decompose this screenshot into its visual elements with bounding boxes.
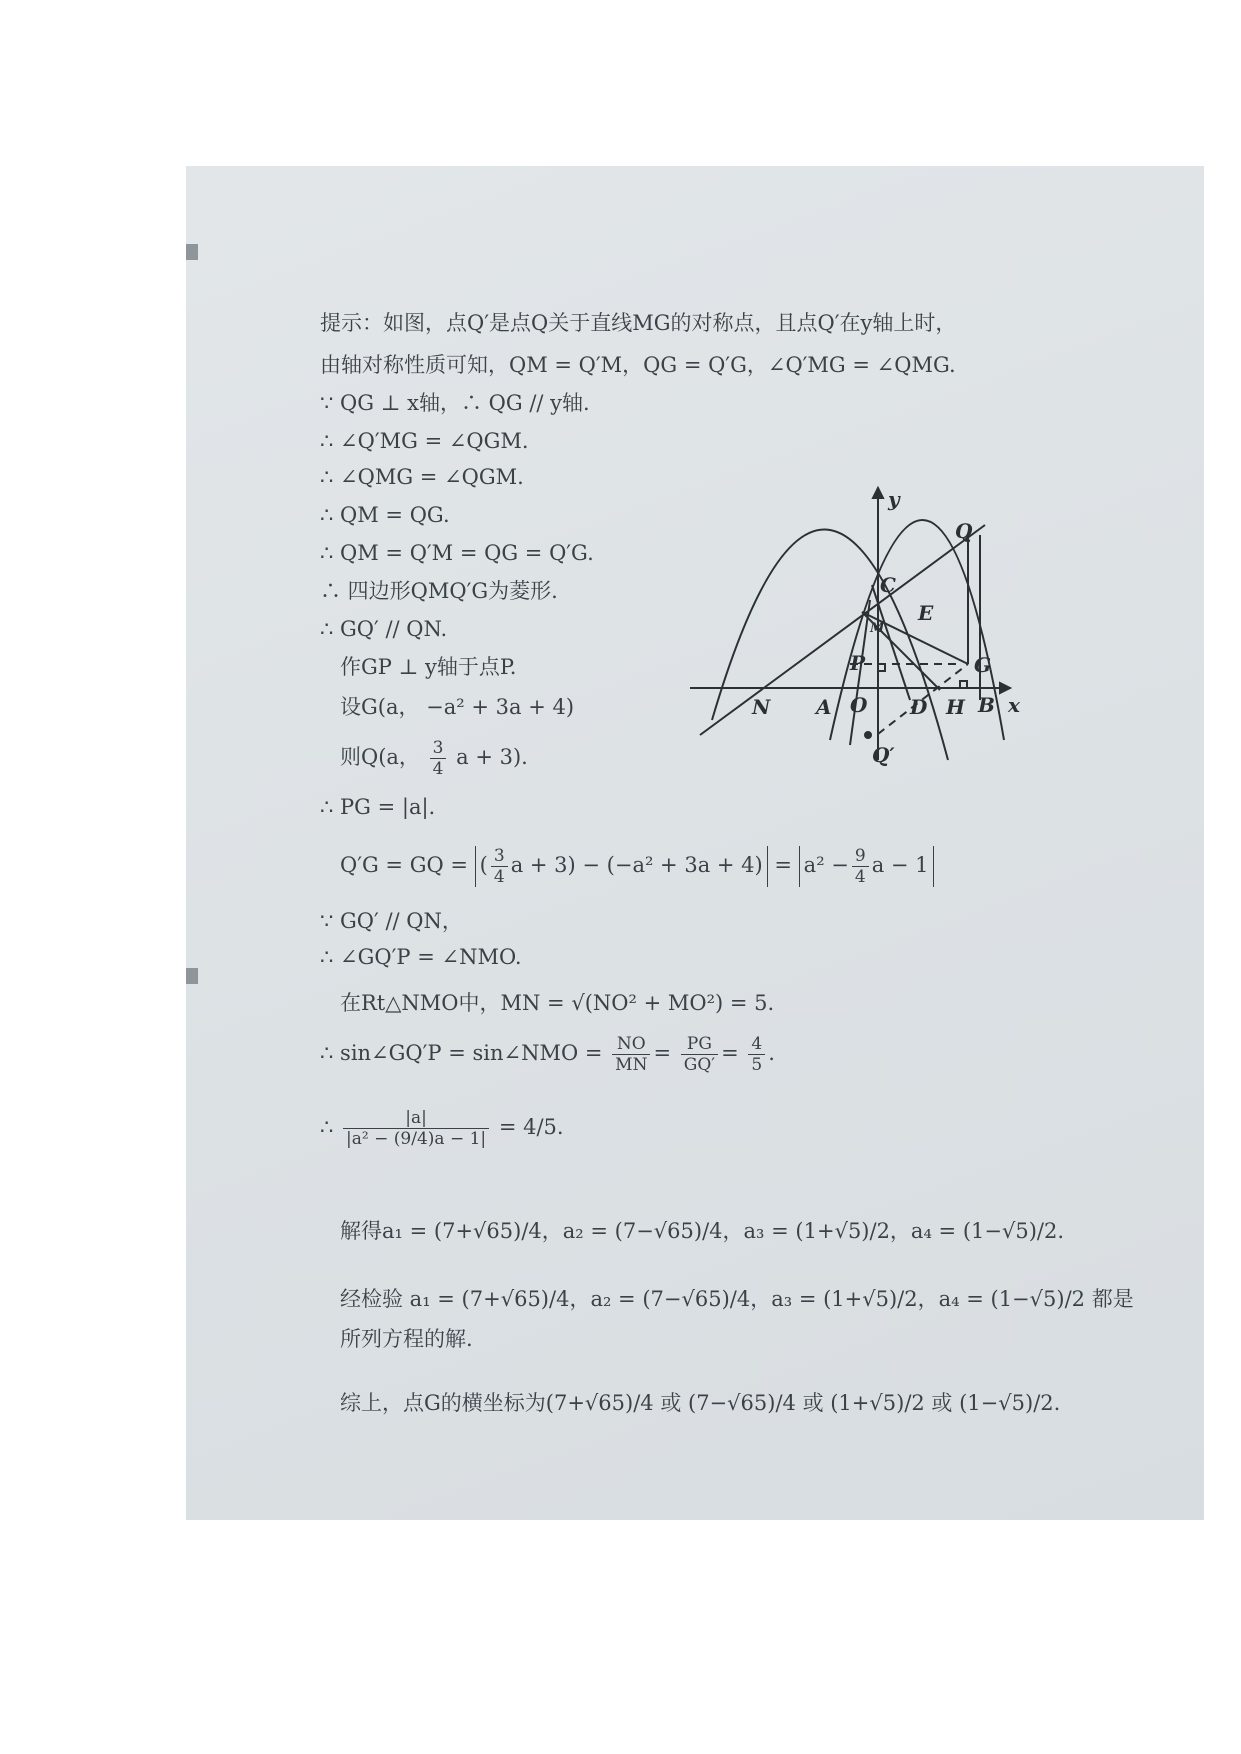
- fraction-denominator: 5: [751, 1055, 763, 1075]
- hint-line-1: 提示：如图，点Q′是点Q关于直线MG的对称点，且点Q′在y轴上时，: [320, 311, 957, 335]
- hint-line-7: ∴ QM = Q′M = QG = Q′G.: [320, 541, 594, 565]
- label-h: H: [946, 695, 965, 719]
- hint-line-23: 综上，点G的横坐标为(7+√65)/4 或 (7−√65)/4 或 (1+√5)/2 或 (1−√5)/2.: [340, 1391, 1061, 1415]
- parabola-left: [712, 530, 948, 760]
- fraction-numerator: NO: [612, 1034, 650, 1055]
- hint-line-11: 设G(a， −a² + 3a + 4): [340, 695, 575, 719]
- label-n: N: [752, 695, 771, 719]
- y-axis-arrow: [873, 488, 883, 498]
- label-o: O: [850, 693, 868, 717]
- hint-line-18: ∴ sin∠GQ′P = sin∠NMO = $\frac{NO}{MN}$ = $\frac{PG}{GQ'}$ = $\frac{4}{5}$ .: [320, 1034, 775, 1075]
- label-b: B: [978, 693, 995, 717]
- hint-line-4: ∴ ∠Q′MG = ∠QGM.: [320, 429, 529, 453]
- fraction-numerator: PG: [681, 1034, 718, 1055]
- hint-line-8: ∴ 四边形QMQ′G为菱形.: [320, 579, 558, 603]
- label-d: D: [910, 695, 928, 719]
- label-m: M: [870, 621, 885, 636]
- hint-line-2: 由轴对称性质可知，QM = Q′M，QG = Q′G，∠Q′MG = ∠QMG.: [320, 353, 956, 377]
- fraction-denominator: GQ′: [683, 1055, 716, 1075]
- hint-line-3: ∵ QG ⊥ x轴，∴ QG // y轴.: [320, 391, 590, 415]
- fraction-numerator: 3: [430, 738, 447, 759]
- fraction-numerator: 9: [852, 846, 869, 867]
- label-y: y: [888, 487, 900, 511]
- fraction-numerator: 3: [491, 846, 508, 867]
- hint-line-6: ∴ QM = QG.: [320, 503, 450, 527]
- sin-label: ∴ sin∠GQ′P = sin∠NMO =: [320, 1041, 603, 1065]
- fraction-numerator: |a|: [343, 1108, 489, 1129]
- hint-line-15: ∵ GQ′ // QN，: [320, 909, 463, 933]
- equation-result: = 4/5.: [498, 1115, 564, 1139]
- label-a: A: [816, 695, 832, 719]
- right-angle-mark-h: [960, 681, 967, 688]
- label-q-prime: Q′: [872, 743, 895, 767]
- fraction-denominator: |a² − (9/4)a − 1|: [346, 1129, 487, 1149]
- hint-line-10: 作GP ⊥ y轴于点P.: [340, 655, 517, 679]
- a-squared: a² −: [803, 853, 849, 877]
- equals: =: [767, 853, 799, 877]
- label-x: x: [1008, 693, 1020, 717]
- hint-line-12-suffix: a + 3).: [456, 745, 528, 769]
- hint-line-19: ∴ $\frac{|a|}{\text{|a² − (9/4)a − 1|}}$ = 4/5.: [320, 1108, 564, 1149]
- fraction-numerator: 4: [748, 1034, 765, 1055]
- label-g: G: [974, 653, 992, 677]
- hint-line-13: ∴ PG = |a|.: [320, 795, 436, 819]
- fraction-denominator: 4: [493, 867, 505, 887]
- hint-line-17: 在Rt△NMO中，MN = √(NO² + MO²) = 5.: [340, 991, 775, 1015]
- hint-line-12-prefix: 则Q(a，: [340, 745, 420, 769]
- point-q-prime: [865, 732, 871, 738]
- hint-line-5: ∴ ∠QMG = ∠QGM.: [320, 465, 524, 489]
- qg-label: Q′G = GQ =: [340, 853, 475, 877]
- expression-rest: a + 3) − (−a² + 3a + 4): [510, 853, 763, 877]
- hint-line-20: 解得a₁ = (7+√65)/4，a₂ = (7−√65)/4，a₃ = (1+√5)/2，a₄ = (1−√5)/2.: [340, 1219, 1065, 1243]
- hint-line-9: ∴ GQ′ // QN.: [320, 617, 448, 641]
- x-axis-arrow: [1000, 683, 1010, 693]
- hint-line-16: ∴ ∠GQ′P = ∠NMO.: [320, 945, 522, 969]
- fraction-denominator: 4: [432, 759, 444, 779]
- label-c: C: [880, 573, 896, 597]
- a-minus-one: a − 1: [871, 853, 929, 877]
- hint-line-21: 经检验 a₁ = (7+√65)/4，a₂ = (7−√65)/4，a₃ = (1+√5)/2，a₄ = (1−√5)/2 都是: [340, 1287, 1134, 1311]
- fraction-denominator: 4: [854, 867, 866, 887]
- label-q: Q: [955, 519, 973, 543]
- hint-line-22: 所列方程的解.: [340, 1327, 473, 1351]
- fraction-denominator: MN: [615, 1055, 648, 1075]
- paren: (: [479, 853, 488, 877]
- label-e: E: [918, 601, 934, 625]
- label-p: P: [850, 651, 866, 675]
- right-angle-mark-p: [878, 664, 885, 671]
